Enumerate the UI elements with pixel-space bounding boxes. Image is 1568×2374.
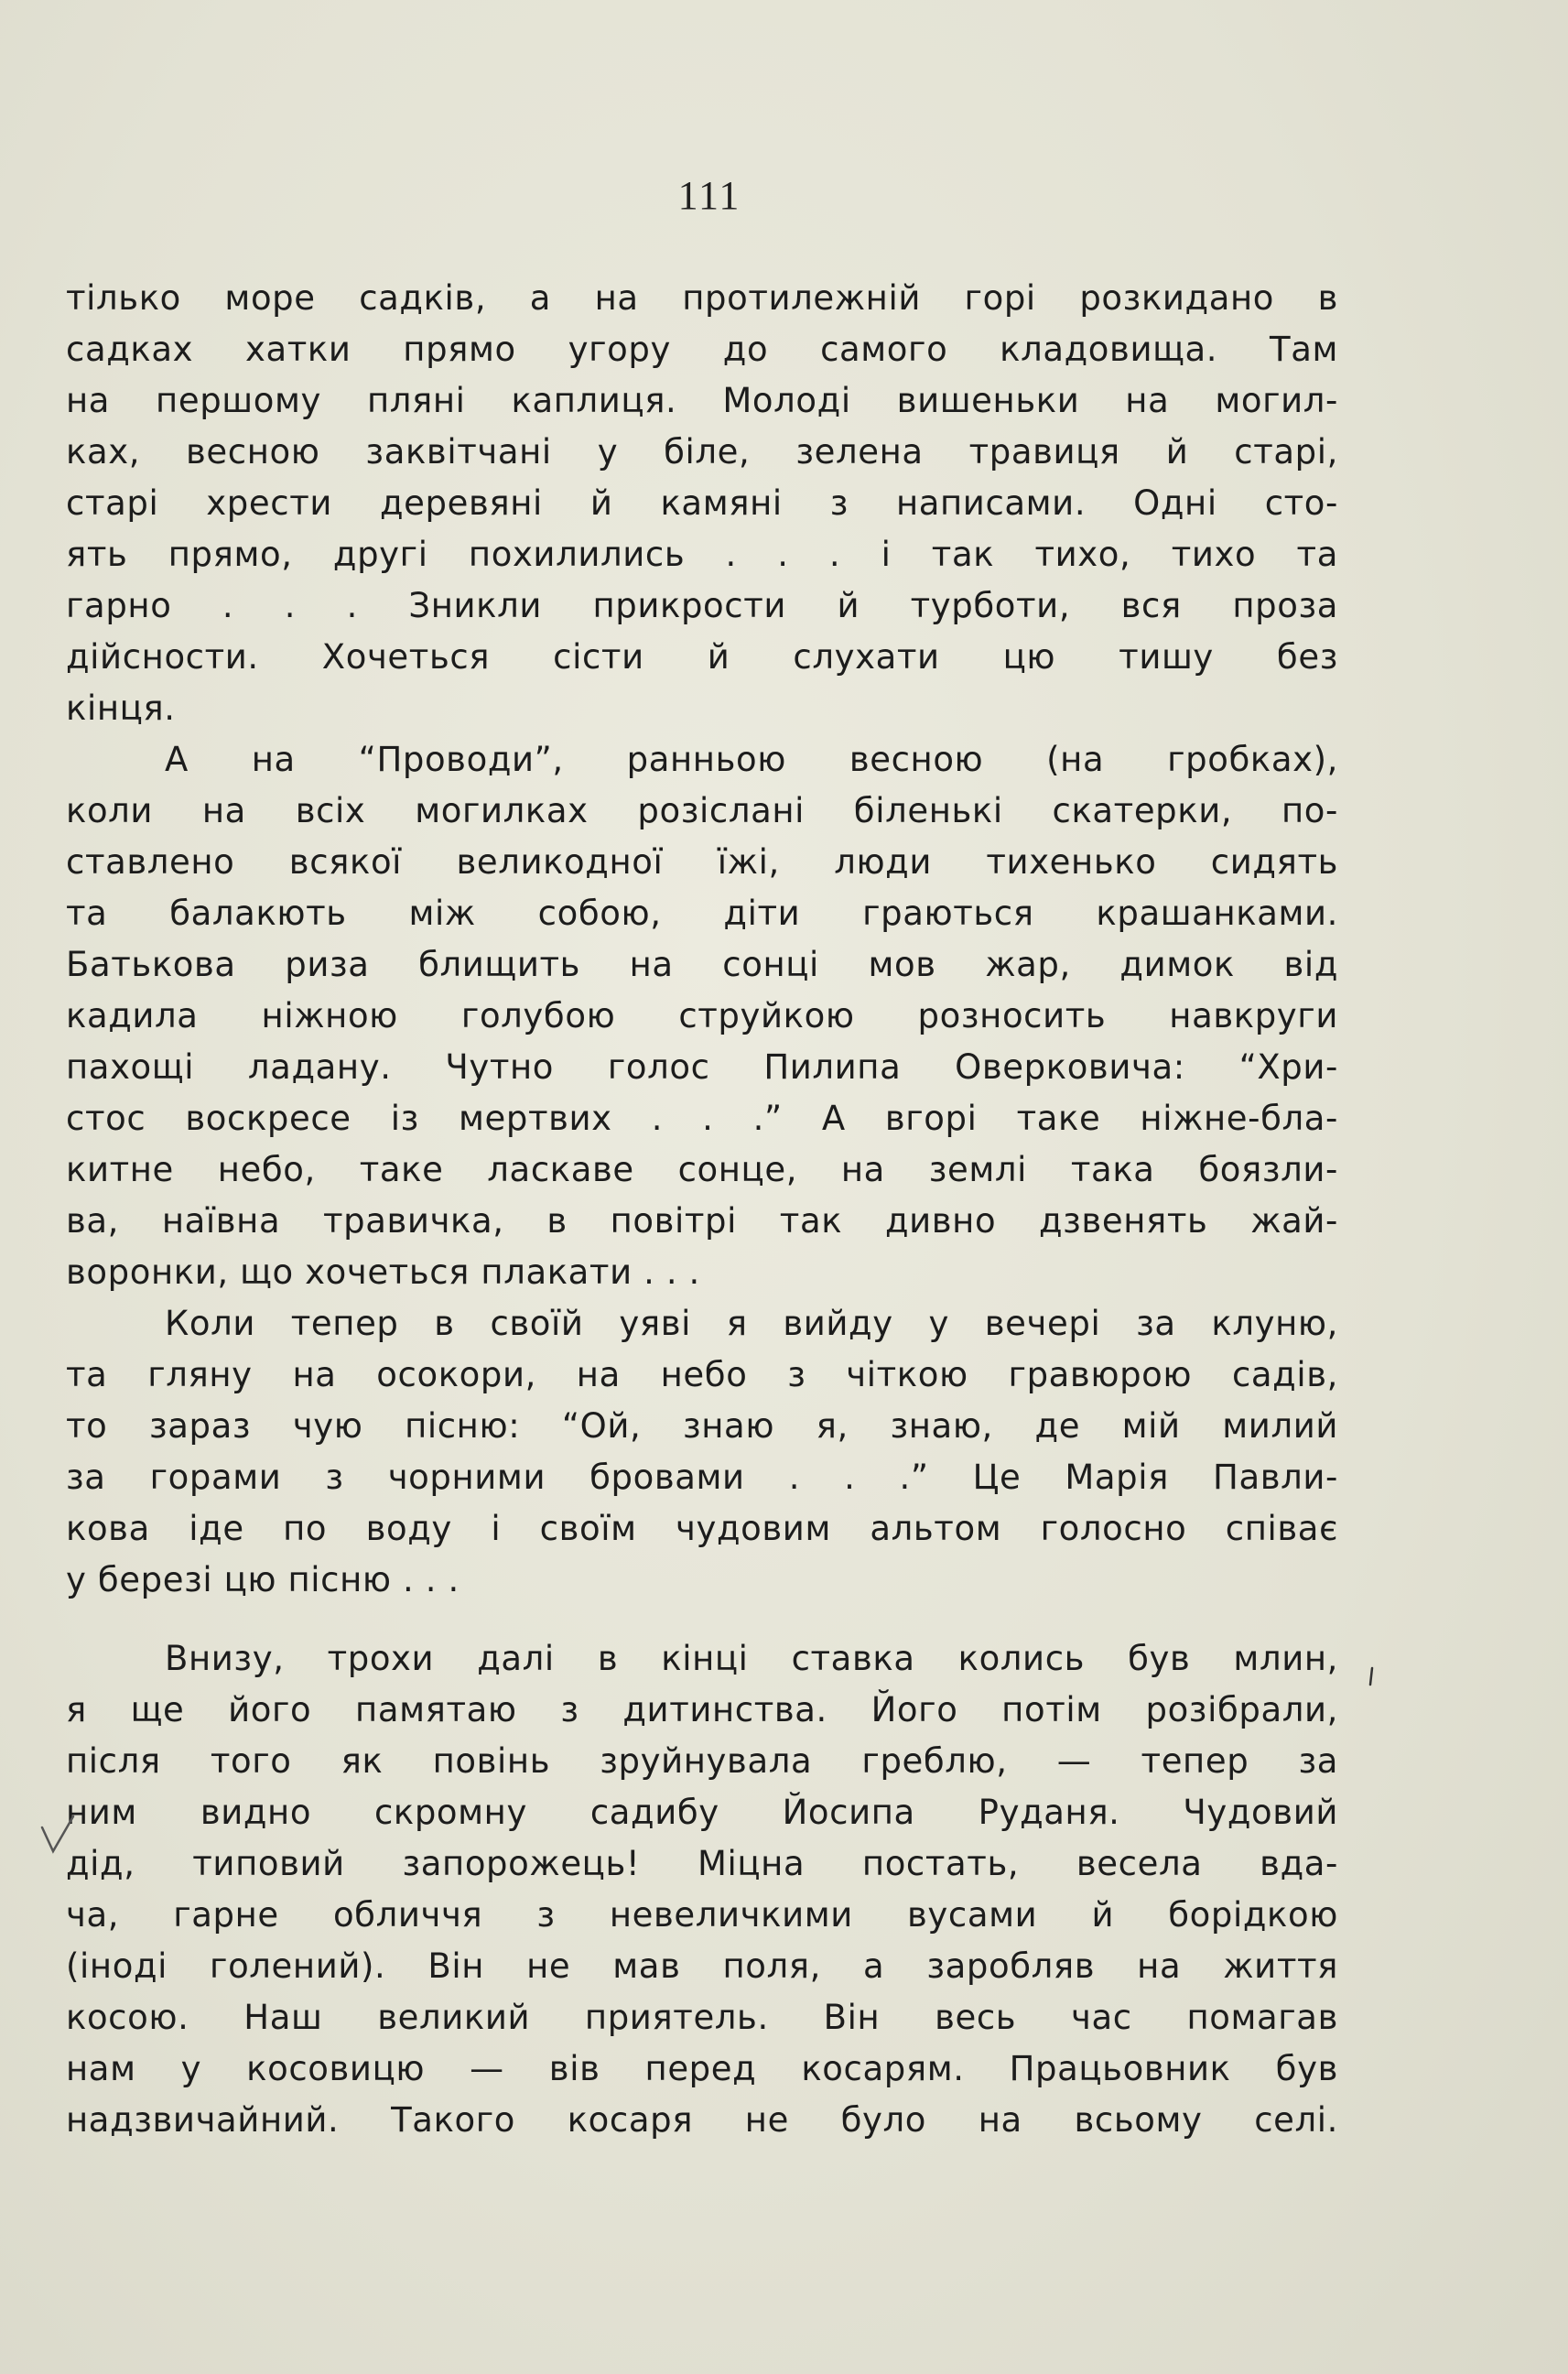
text-line: кова іде по воду і своїм чудовим альтом голосно співає [66,1509,1338,1548]
margin-tick-mark [1368,1666,1374,1686]
page-number: 111 [677,173,741,218]
text-line: дід, типовий запорожець! Міцна постать, весела вда- [66,1844,1338,1883]
text-line: ять прямо, другі похилились . . . і так тихо, тихо та [66,535,1338,574]
text-line: стос воскресе із мертвих . . .” А вгорі таке ніжне-бла- [66,1099,1338,1138]
text-line: то зараз чую пісню: “Ой, знаю я, знаю, де мій милий [66,1406,1338,1446]
section-spacer [66,1606,1338,1633]
text-line: гарно . . . Зникли прикрости й турботи, вся проза [66,586,1338,625]
text-line: за горами з чорними бровами . . .” Це Марія Павли- [66,1458,1338,1497]
text-line: садках хатки прямо угору до самого кладовища. Там [66,330,1338,369]
text-line: я ще його памятаю з дитинства. Його потім розібрали, [66,1690,1338,1729]
text-line: нам у косовицю — вів перед косарям. Працьовник був [66,2049,1338,2088]
text-line: Коли тепер в своїй уяві я вийду у вечері за клуню, [165,1304,1338,1343]
text-line: та балакють між собою, діти граються крашанками. [66,894,1338,933]
text-line: ча, гарне обличчя з невеличкими вусами й борідкою [66,1895,1338,1935]
text-line: китне небо, таке ласкаве сонце, на землі така боязли- [66,1150,1338,1189]
page-text [66,273,1338,2146]
text-line: у березі цю пісню . . . [66,1560,460,1599]
text-line: пахощі ладану. Чутно голос Пилипа Оверковича: “Хри- [66,1047,1338,1087]
text-line: кадила ніжною голубою струйкою розносить навкруги [66,996,1338,1035]
text-line: ставлено всякої великодної їжі, люди тихенько сидять [66,842,1338,882]
text-line: надзвичайний. Такого косаря не було на всьому селі. [66,2100,1338,2140]
text-line: старі хрести деревяні й камяні з написами. Одні сто- [66,483,1338,523]
text-line: тілько море садків, а на протилежній горі розкидано в [66,278,1338,318]
text-line: Внизу, трохи далі в кінці ставка колись був млин, [165,1639,1338,1678]
text-line: Батькова риза блищить на сонці мов жар, димок від [66,945,1338,984]
text-line: кінця. [66,688,176,728]
text-line: на першому пляні каплиця. Молоді вишеньки на могил- [66,381,1338,420]
text-line: після того як повінь зруйнувала греблю, — тепер за [66,1741,1338,1781]
text-line: (іноді голений). Він не мав поля, а заробляв на життя [66,1946,1338,1986]
text-line: та гляну на осокори, на небо з чіткою гравюрою садів, [66,1355,1338,1394]
text-line: косою. Наш великий приятель. Він весь час помагав [66,1998,1338,2037]
text-line: ках, весною заквітчані у біле, зелена травиця й старі, [66,432,1338,472]
text-line: ним видно скромну садибу Йосипа Руданя. Чудовий [66,1793,1338,1832]
text-line: воронки, що хочеться плакати . . . [66,1252,700,1292]
pencil-check-mark [37,1811,82,1866]
text-line: дійсности. Хочеться сісти й слухати цю тишу без [66,637,1338,677]
text-line: коли на всіх могилках розіслані біленькі скатерки, по- [66,791,1338,830]
text-line: А на “Проводи”, ранньою весною (на гробках), [165,740,1338,779]
text-line: ва, наївна травичка, в повітрі так дивно дзвенять жай- [66,1201,1338,1241]
